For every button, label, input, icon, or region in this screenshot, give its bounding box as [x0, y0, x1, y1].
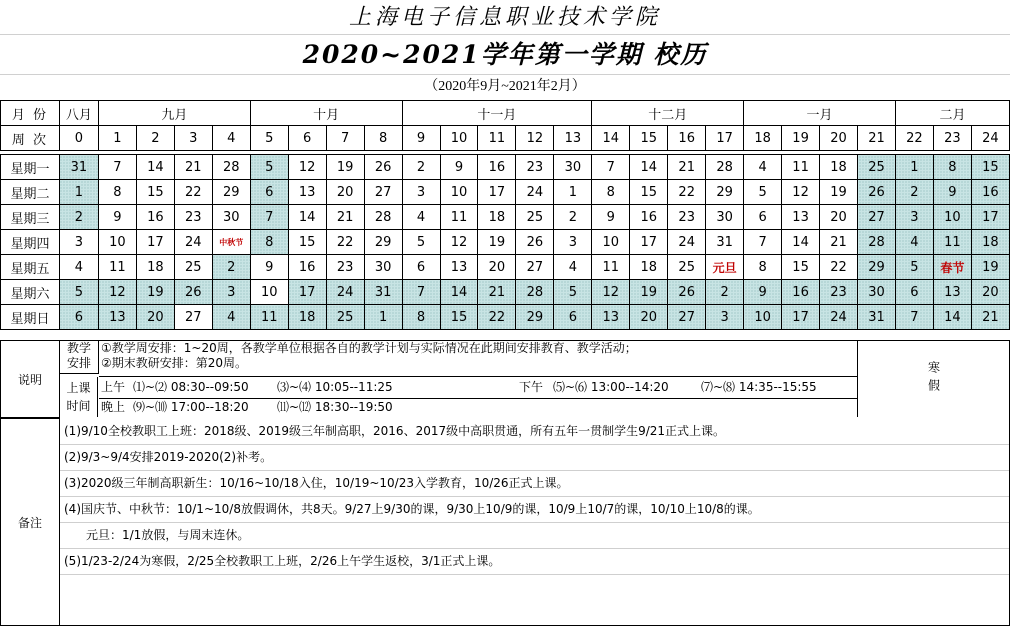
month-cell: 八月 — [59, 101, 98, 126]
date-cell: 6 — [402, 255, 440, 280]
date-cell: 3 — [402, 180, 440, 205]
teaching-label-line2: 安排 — [66, 356, 91, 370]
date-cell: 5 — [554, 280, 592, 305]
date-cell: 13 — [782, 205, 820, 230]
date-cell: 11 — [592, 255, 630, 280]
week-number: 18 — [744, 126, 782, 151]
date-cell: 1 — [364, 305, 402, 330]
month-label: 月 份 — [1, 101, 60, 126]
date-cell: 29 — [858, 255, 896, 280]
date-cell: 14 — [288, 205, 326, 230]
date-cell: 20 — [326, 180, 364, 205]
date-cell: 6 — [895, 280, 933, 305]
date-cell: 3 — [706, 305, 744, 330]
date-cell: 31 — [59, 155, 98, 180]
evening-period-2: ⑾~⑿ 18:30--19:50 — [277, 400, 393, 414]
school-name: 上海电子信息职业技术学院 — [0, 2, 1010, 35]
date-cell: 13 — [288, 180, 326, 205]
explain-label: 说明 — [1, 341, 60, 419]
date-cell: 10 — [592, 230, 630, 255]
date-cell: 27 — [174, 305, 212, 330]
date-cell: 20 — [820, 205, 858, 230]
weekday-label: 星期二 — [1, 180, 60, 205]
date-cell: 30 — [554, 155, 592, 180]
teaching-line-2: ②期末教研安排：第20周。 — [101, 356, 248, 370]
date-cell: 9 — [98, 205, 136, 230]
date-cell: 4 — [59, 255, 98, 280]
week-number: 13 — [554, 126, 592, 151]
date-cell: 10 — [440, 180, 478, 205]
date-cell: 中秋节 — [212, 230, 250, 255]
date-cell: 1 — [59, 180, 98, 205]
date-cell: 元旦 — [706, 255, 744, 280]
date-cell: 9 — [250, 255, 288, 280]
date-cell: 18 — [820, 155, 858, 180]
date-cell: 7 — [592, 155, 630, 180]
class-time-label — [60, 377, 98, 417]
month-row — [1, 101, 1010, 126]
date-cell: 17 — [288, 280, 326, 305]
date-cell: 26 — [668, 280, 706, 305]
month-cell: 二月 — [895, 101, 1009, 126]
date-cell: 6 — [59, 305, 98, 330]
date-cell: 27 — [668, 305, 706, 330]
class-time-label-line2: 时间 — [66, 399, 91, 413]
date-cell: 6 — [744, 205, 782, 230]
date-cell: 29 — [364, 230, 402, 255]
week-number: 20 — [820, 126, 858, 151]
date-cell: 11 — [440, 205, 478, 230]
date-cell: 13 — [440, 255, 478, 280]
date-cell: 17 — [630, 230, 668, 255]
date-cell: 16 — [630, 205, 668, 230]
day-row — [1, 155, 1010, 180]
week-label: 周 次 — [1, 126, 60, 151]
date-cell: 7 — [250, 205, 288, 230]
date-cell: 16 — [478, 155, 516, 180]
date-cell: 10 — [744, 305, 782, 330]
date-cell: 9 — [933, 180, 971, 205]
date-cell: 18 — [478, 205, 516, 230]
date-cell: 15 — [971, 155, 1009, 180]
date-cell: 2 — [59, 205, 98, 230]
date-cell: 21 — [668, 155, 706, 180]
date-cell: 25 — [668, 255, 706, 280]
morning-label: 上午 — [101, 380, 126, 394]
date-cell: 22 — [668, 180, 706, 205]
date-cell: 30 — [858, 280, 896, 305]
date-cell: 14 — [630, 155, 668, 180]
afternoon-period-1: ⑸~⑹ 13:00--14:20 — [553, 380, 669, 394]
date-cell: 15 — [288, 230, 326, 255]
date-cell: 22 — [174, 180, 212, 205]
week-number: 21 — [858, 126, 896, 151]
week-number: 23 — [933, 126, 971, 151]
morning-period-1: ⑴~⑵ 08:30--09:50 — [133, 380, 249, 394]
date-cell: 23 — [516, 155, 554, 180]
weekday-label: 星期五 — [1, 255, 60, 280]
date-cell: 16 — [288, 255, 326, 280]
date-cell: 18 — [136, 255, 174, 280]
date-cell: 7 — [402, 280, 440, 305]
date-cell: 2 — [212, 255, 250, 280]
date-cell: 18 — [630, 255, 668, 280]
week-number: 24 — [971, 126, 1009, 151]
date-cell: 17 — [782, 305, 820, 330]
date-cell: 20 — [478, 255, 516, 280]
date-cell: 29 — [706, 180, 744, 205]
date-cell: 4 — [402, 205, 440, 230]
date-cell: 21 — [971, 305, 1009, 330]
date-cell: 25 — [858, 155, 896, 180]
month-cell: 一月 — [744, 101, 896, 126]
date-cell: 19 — [820, 180, 858, 205]
month-cell: 十二月 — [592, 101, 744, 126]
date-cell: 19 — [971, 255, 1009, 280]
date-cell: 20 — [971, 280, 1009, 305]
date-cell: 13 — [98, 305, 136, 330]
date-cell: 3 — [554, 230, 592, 255]
date-cell: 19 — [478, 230, 516, 255]
class-time-row-day — [99, 376, 857, 399]
date-cell: 8 — [592, 180, 630, 205]
date-cell: 7 — [744, 230, 782, 255]
week-number: 15 — [630, 126, 668, 151]
date-cell: 15 — [630, 180, 668, 205]
date-cell: 21 — [820, 230, 858, 255]
date-cell: 3 — [212, 280, 250, 305]
day-row — [1, 305, 1010, 330]
date-cell: 12 — [288, 155, 326, 180]
date-cell: 8 — [744, 255, 782, 280]
evening-label: 晚上 — [101, 400, 126, 414]
date-cell: 27 — [364, 180, 402, 205]
class-time-label-line1: 上课 — [66, 381, 91, 395]
date-cell: 9 — [592, 205, 630, 230]
date-cell: 29 — [516, 305, 554, 330]
date-cell: 28 — [706, 155, 744, 180]
date-cell: 7 — [895, 305, 933, 330]
remark-item: (2)9/3~9/4安排2019-2020(2)补考。 — [60, 445, 1009, 471]
date-cell: 23 — [326, 255, 364, 280]
week-number: 8 — [364, 126, 402, 151]
date-cell: 24 — [174, 230, 212, 255]
date-cell: 19 — [630, 280, 668, 305]
date-cell: 25 — [174, 255, 212, 280]
day-row — [1, 230, 1010, 255]
date-cell: 5 — [250, 155, 288, 180]
date-cell: 23 — [668, 205, 706, 230]
day-row — [1, 180, 1010, 205]
week-row — [1, 126, 1010, 151]
month-cell: 九月 — [98, 101, 250, 126]
weekday-label: 星期日 — [1, 305, 60, 330]
date-cell: 8 — [250, 230, 288, 255]
week-number: 3 — [174, 126, 212, 151]
date-cell: 28 — [516, 280, 554, 305]
date-cell: 20 — [630, 305, 668, 330]
day-row — [1, 255, 1010, 280]
date-cell: 16 — [971, 180, 1009, 205]
date-cell: 2 — [554, 205, 592, 230]
date-cell: 11 — [250, 305, 288, 330]
remark-item: (3)2020级三年制高职新生：10/16~10/18入住，10/19~10/23入学教育，10/26正式上课。 — [60, 471, 1009, 497]
remark-item: (5)1/23-2/24为寒假，2/25全校教职工上班，2/26上午学生返校，3/1正式上课。 — [60, 549, 1009, 575]
date-cell: 16 — [136, 205, 174, 230]
date-cell: 12 — [592, 280, 630, 305]
date-cell: 24 — [820, 305, 858, 330]
date-cell: 11 — [782, 155, 820, 180]
date-cell: 9 — [440, 155, 478, 180]
date-cell: 17 — [971, 205, 1009, 230]
date-cell: 30 — [364, 255, 402, 280]
date-cell: 17 — [478, 180, 516, 205]
winter-break-text: 寒假 — [926, 361, 941, 397]
date-cell: 4 — [212, 305, 250, 330]
remarks-list — [60, 419, 1009, 575]
date-cell: 24 — [326, 280, 364, 305]
date-cell: 10 — [98, 230, 136, 255]
date-cell: 15 — [440, 305, 478, 330]
date-cell: 7 — [98, 155, 136, 180]
date-cell: 20 — [136, 305, 174, 330]
week-number: 6 — [288, 126, 326, 151]
week-number: 12 — [516, 126, 554, 151]
week-number: 10 — [440, 126, 478, 151]
date-cell: 6 — [250, 180, 288, 205]
week-number: 5 — [250, 126, 288, 151]
date-cell: 26 — [364, 155, 402, 180]
date-cell: 27 — [516, 255, 554, 280]
date-cell: 14 — [933, 305, 971, 330]
date-cell: 12 — [782, 180, 820, 205]
teaching-label — [60, 341, 99, 374]
date-cell: 16 — [782, 280, 820, 305]
date-cell: 2 — [402, 155, 440, 180]
date-cell: 12 — [98, 280, 136, 305]
week-number: 2 — [136, 126, 174, 151]
date-cell: 12 — [440, 230, 478, 255]
week-number: 14 — [592, 126, 630, 151]
school-calendar-table — [0, 100, 1010, 330]
date-cell: 14 — [782, 230, 820, 255]
evening-period-1: ⑼~⑽ 17:00--18:20 — [133, 400, 249, 414]
date-cell: 18 — [288, 305, 326, 330]
day-row — [1, 205, 1010, 230]
week-number: 22 — [895, 126, 933, 151]
week-number: 4 — [212, 126, 250, 151]
date-cell: 19 — [136, 280, 174, 305]
date-cell: 9 — [744, 280, 782, 305]
teaching-line-1: ①教学周安排：1~20周，各教学单位根据各自的教学计划与实际情况在此期间安排教育、教学活动； — [101, 341, 637, 355]
date-cell: 31 — [364, 280, 402, 305]
date-cell: 11 — [933, 230, 971, 255]
date-cell: 10 — [933, 205, 971, 230]
date-cell: 8 — [98, 180, 136, 205]
date-cell: 14 — [136, 155, 174, 180]
calendar-title: 2020~2021学年第一学期 校历 — [0, 36, 1010, 75]
date-cell: 25 — [516, 205, 554, 230]
date-cell: 21 — [478, 280, 516, 305]
date-cell: 4 — [554, 255, 592, 280]
month-cell: 十一月 — [402, 101, 592, 126]
teaching-arrangement — [101, 341, 857, 373]
date-cell: 26 — [516, 230, 554, 255]
date-cell: 1 — [895, 155, 933, 180]
afternoon-label: 下午 — [519, 380, 544, 394]
date-cell: 15 — [782, 255, 820, 280]
teaching-label-line1: 教学 — [66, 341, 91, 355]
date-cell: 28 — [364, 205, 402, 230]
date-cell: 4 — [895, 230, 933, 255]
winter-break-label — [857, 341, 1010, 417]
date-cell: 11 — [98, 255, 136, 280]
morning-period-2: ⑶~⑷ 10:05--11:25 — [277, 380, 393, 394]
remarks-label: 备注 — [1, 419, 60, 625]
date-cell: 5 — [744, 180, 782, 205]
month-cell: 十月 — [250, 101, 402, 126]
date-cell: 21 — [326, 205, 364, 230]
date-cell: 25 — [326, 305, 364, 330]
date-cell: 24 — [668, 230, 706, 255]
date-cell: 2 — [895, 180, 933, 205]
date-cell: 19 — [326, 155, 364, 180]
date-cell: 17 — [136, 230, 174, 255]
date-cell: 6 — [554, 305, 592, 330]
week-number: 11 — [478, 126, 516, 151]
week-number: 0 — [59, 126, 98, 151]
afternoon-period-2: ⑺~⑻ 14:35--15:55 — [701, 380, 817, 394]
date-cell: 30 — [212, 205, 250, 230]
weekday-label: 星期四 — [1, 230, 60, 255]
date-cell: 22 — [478, 305, 516, 330]
date-cell: 1 — [554, 180, 592, 205]
date-cell: 8 — [933, 155, 971, 180]
date-cell: 13 — [592, 305, 630, 330]
date-cell: 26 — [858, 180, 896, 205]
date-cell: 29 — [212, 180, 250, 205]
remark-item: (4)国庆节、中秋节：10/1~10/8放假调休，共8天。9/27上9/30的课，9/30上10/9的课，10/9上10/7的课，10/10上10/8的课。 — [60, 497, 1009, 523]
remark-item: (1)9/10全校教职工上班：2018级、2019级三年制高职，2016、2017级中高职贯通，所有五年一贯制学生9/21正式上课。 — [60, 419, 1009, 445]
notes-section — [0, 340, 1010, 626]
date-cell: 31 — [858, 305, 896, 330]
date-cell: 28 — [212, 155, 250, 180]
date-cell: 31 — [706, 230, 744, 255]
date-range: （2020年9月~2021年2月） — [424, 79, 586, 94]
date-cell: 8 — [402, 305, 440, 330]
week-number: 7 — [326, 126, 364, 151]
date-cell: 18 — [971, 230, 1009, 255]
date-cell: 3 — [59, 230, 98, 255]
weekday-label: 星期三 — [1, 205, 60, 230]
date-cell: 26 — [174, 280, 212, 305]
week-number: 9 — [402, 126, 440, 151]
date-cell: 30 — [706, 205, 744, 230]
date-cell: 4 — [744, 155, 782, 180]
day-row — [1, 280, 1010, 305]
date-cell: 15 — [136, 180, 174, 205]
date-cell: 10 — [250, 280, 288, 305]
date-cell: 23 — [174, 205, 212, 230]
date-cell: 27 — [858, 205, 896, 230]
date-cell: 2 — [706, 280, 744, 305]
date-cell: 春节 — [933, 255, 971, 280]
date-cell: 5 — [402, 230, 440, 255]
week-number: 16 — [668, 126, 706, 151]
date-cell: 28 — [858, 230, 896, 255]
week-number: 1 — [98, 126, 136, 151]
date-cell: 5 — [895, 255, 933, 280]
date-cell: 14 — [440, 280, 478, 305]
date-cell: 23 — [820, 280, 858, 305]
week-number: 17 — [706, 126, 744, 151]
date-cell: 13 — [933, 280, 971, 305]
date-cell: 21 — [174, 155, 212, 180]
class-time-row-evening — [99, 398, 857, 417]
date-cell: 22 — [820, 255, 858, 280]
weekday-label: 星期一 — [1, 155, 60, 180]
week-number: 19 — [782, 126, 820, 151]
date-cell: 22 — [326, 230, 364, 255]
date-cell: 3 — [895, 205, 933, 230]
date-cell: 24 — [516, 180, 554, 205]
remark-item: 元旦：1/1放假，与周末连休。 — [60, 523, 1009, 549]
weekday-label: 星期六 — [1, 280, 60, 305]
date-cell: 5 — [59, 280, 98, 305]
